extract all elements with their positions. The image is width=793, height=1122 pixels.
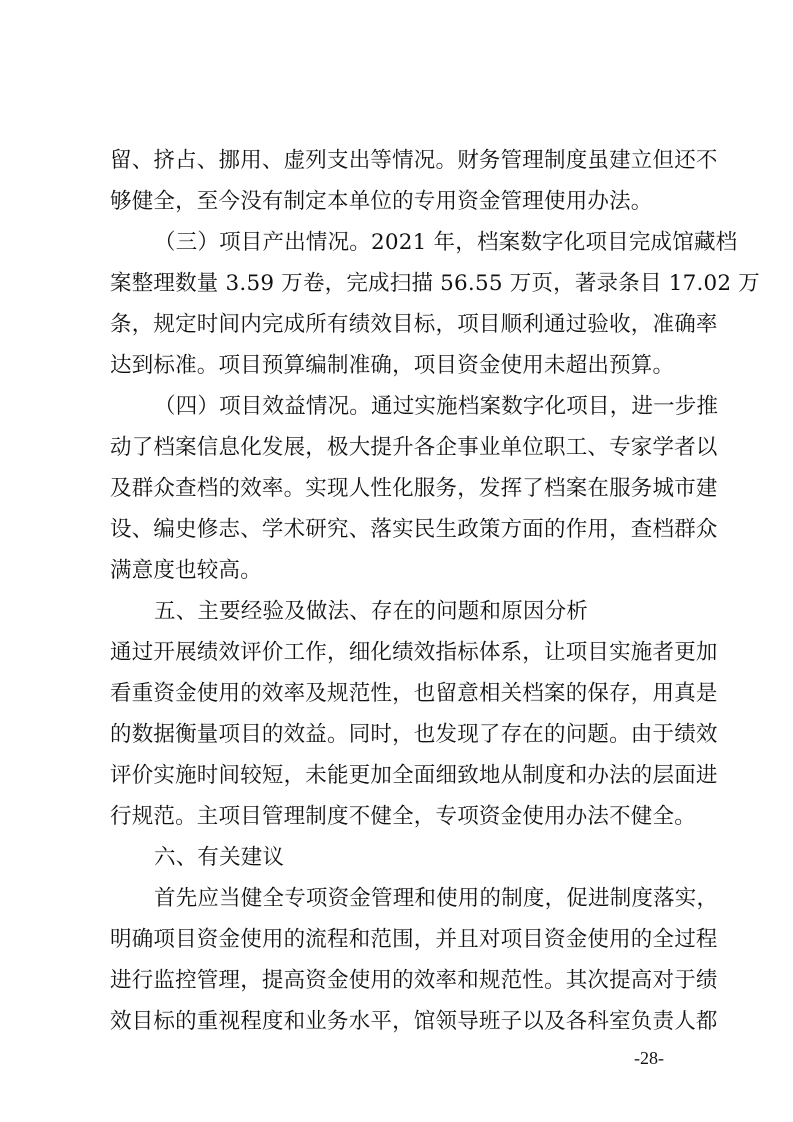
text-line: 满意度也较高。 [110,558,262,583]
text-line: 的数据衡量项目的效益。同时，也发现了存在的问题。由于绩效 [110,722,718,747]
text-line: 动了档案信息化发展，极大提升各企事业单位职工、专家学者以 [110,435,718,460]
text-line: 首先应当健全专项资金管理和使用的制度，促进制度落实， [154,886,719,911]
text-line: 条，规定时间内完成所有绩效目标，项目顺利通过验收，准确率 [110,312,718,337]
section-heading-4: （四）项目效益情况。通过实施档案数字化项目，进一步推 [154,394,719,419]
text-line: 设、编史修志、学术研究、落实民生政策方面的作用，查档群众 [110,517,718,542]
text-line: 评价实施时间较短，未能更加全面细致地从制度和办法的层面进 [110,763,718,788]
text-line: 留、挤占、挪用、虚列支出等情况。财务管理制度虽建立但还不 [110,148,718,173]
text-line: 及群众查档的效率。实现人性化服务，发挥了档案在服务城市建 [110,476,718,501]
text-line: 明确项目资金使用的流程和范围，并且对项目资金使用的全过程 [110,927,718,952]
section-heading-3: （三）项目产出情况。2021 年，档案数字化项目完成馆藏档 [154,230,738,255]
text-line: 进行监控管理，提高资金使用的效率和规范性。其次提高对于绩 [110,968,718,993]
page-number: -28- [634,1048,664,1068]
text-line: 达到标准。项目预算编制准确，项目资金使用未超出预算。 [110,353,675,378]
text-line: 效目标的重视程度和业务水平，馆领导班子以及各科室负责人都 [110,1009,718,1034]
text-line: 案整理数量 3.59 万卷，完成扫描 56.55 万页，著录条目 17.02 万 [110,271,760,296]
section-heading-6: 六、有关建议 [154,845,285,870]
text-line: 通过开展绩效评价工作，细化绩效指标体系，让项目实施者更加 [110,640,718,665]
text-line: 看重资金使用的效率及规范性，也留意相关档案的保存，用真是 [110,681,718,706]
text-line: 行规范。主项目管理制度不健全，专项资金使用办法不健全。 [110,804,696,829]
text-line: 够健全，至今没有制定本单位的专用资金管理使用办法。 [110,189,653,214]
section-heading-5: 五、主要经验及做法、存在的问题和原因分析 [154,599,589,624]
